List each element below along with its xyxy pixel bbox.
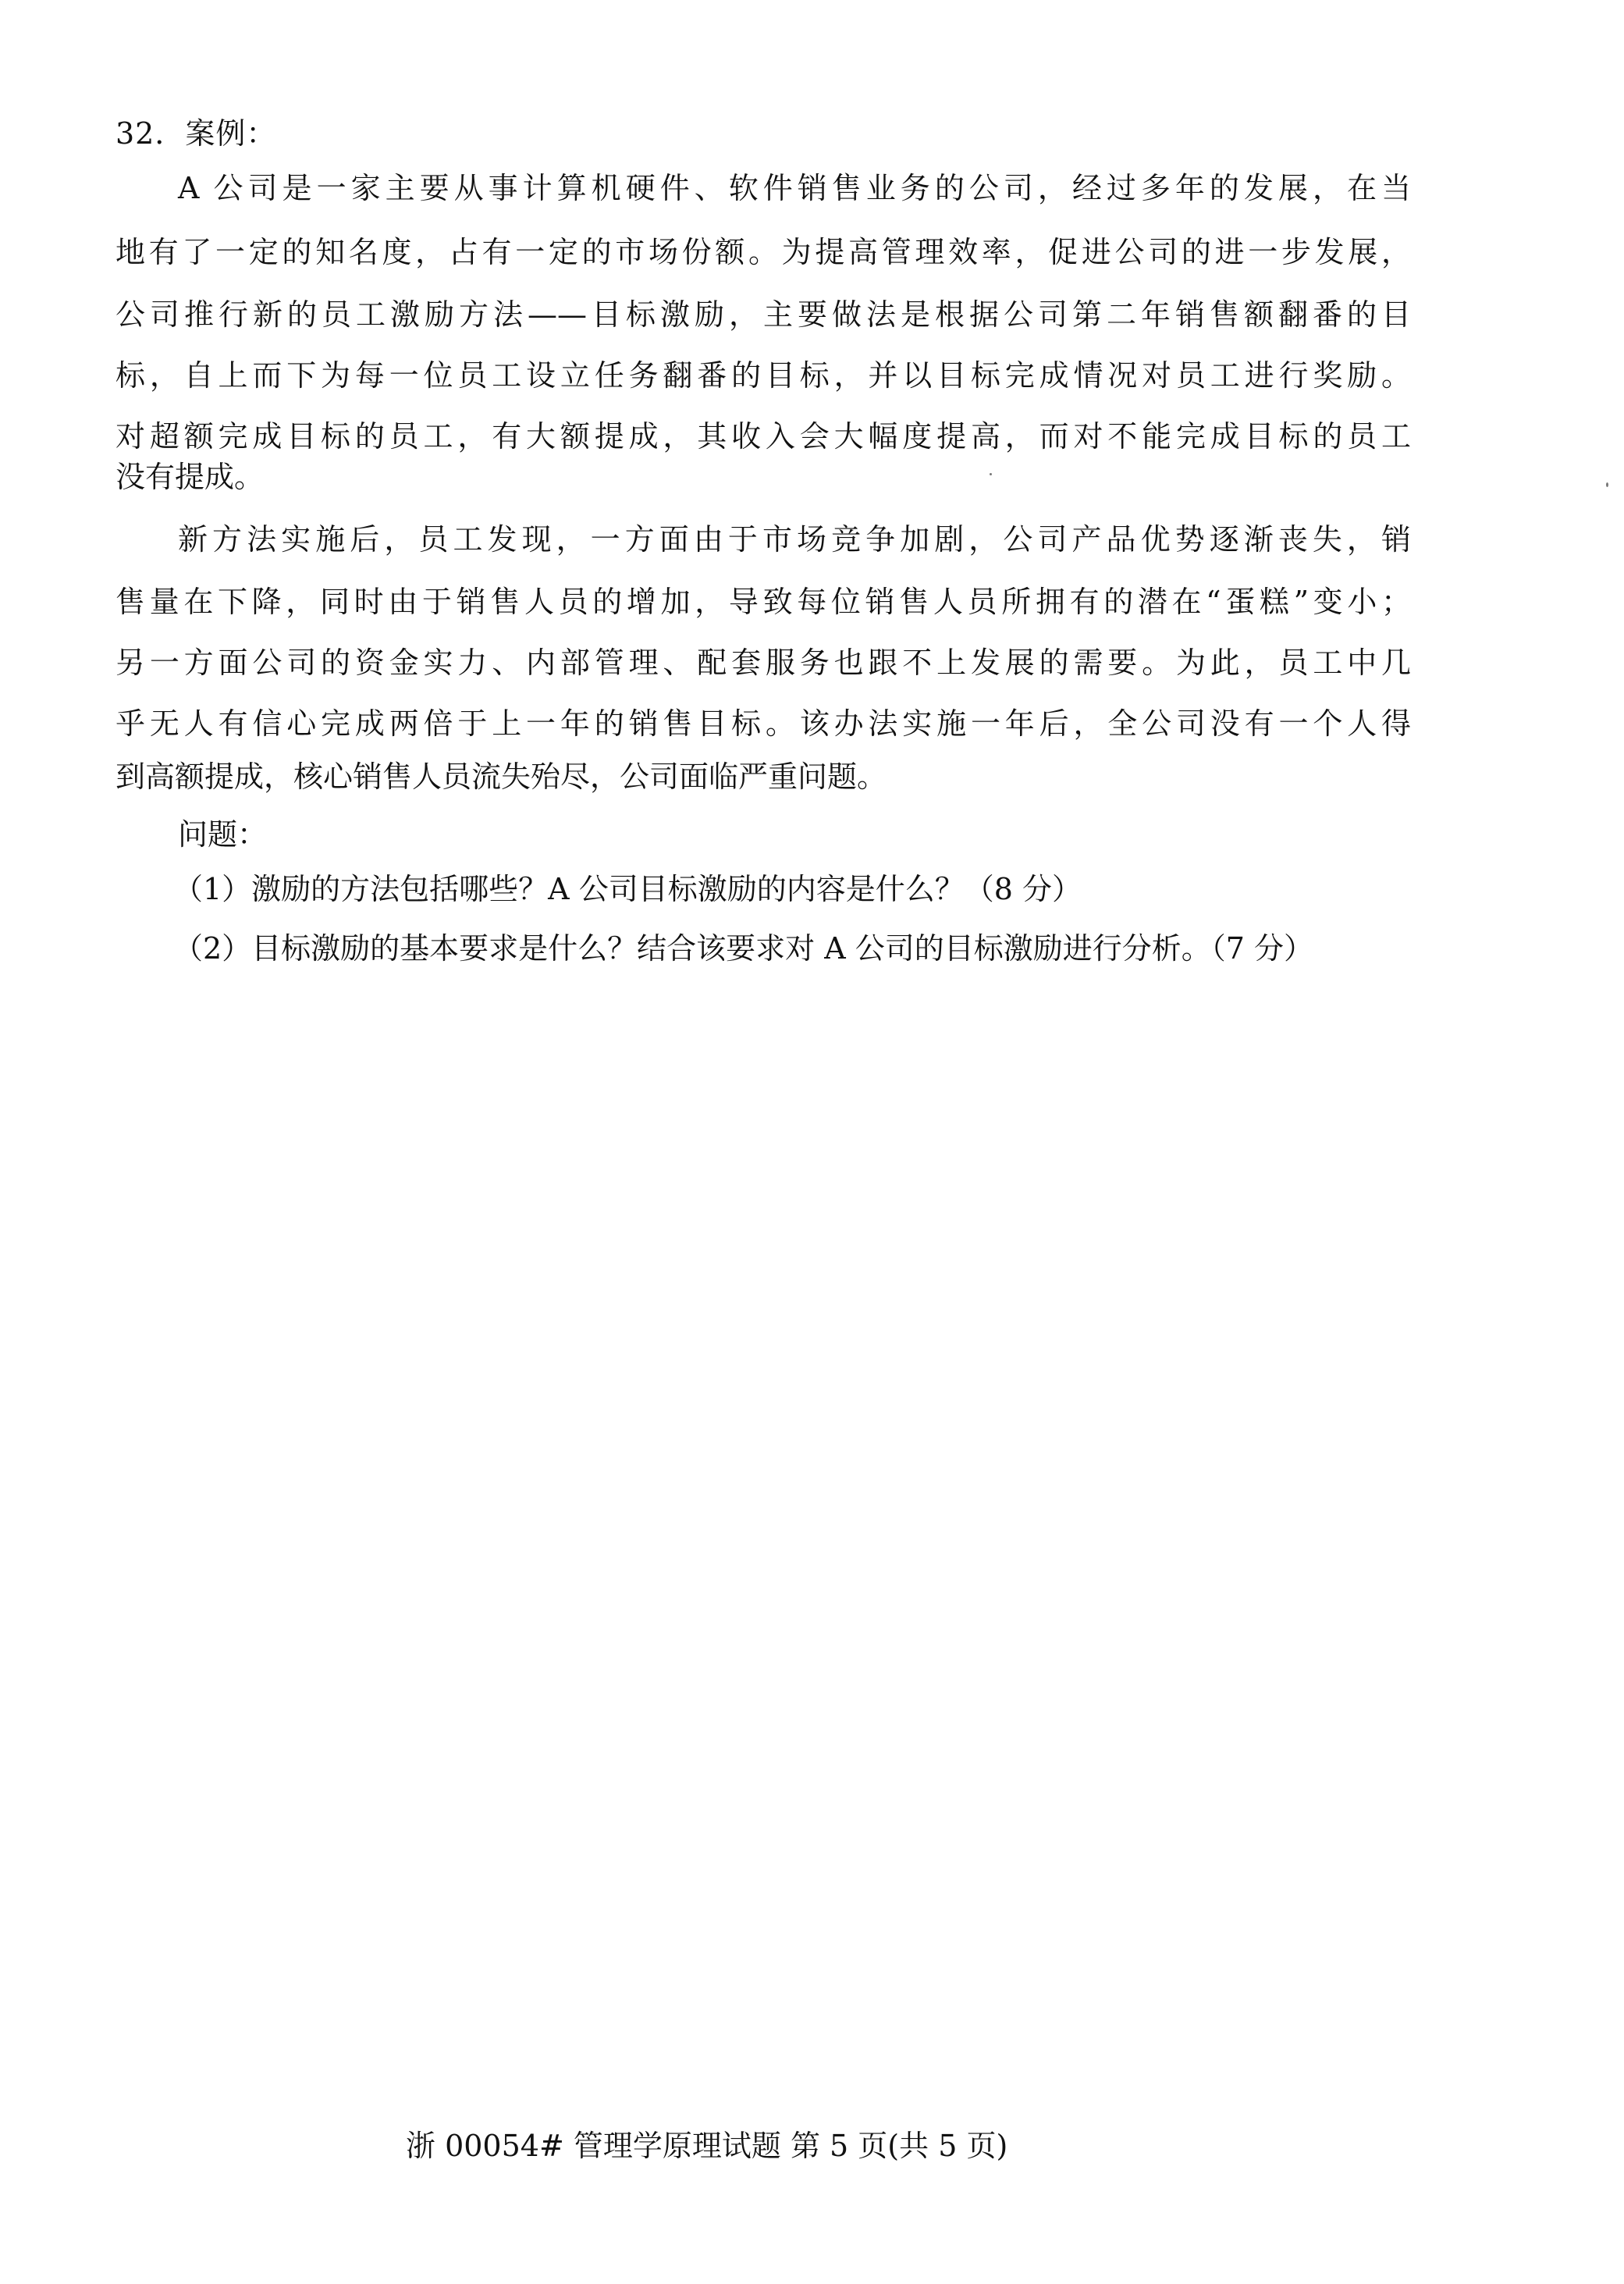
para2-line-5: 到高额提成，核心销售人员流失殆尽，公司面临严重问题。 xyxy=(115,760,887,794)
para1-line-1: A 公司是一家主要从事计算机硬件、软件销售业务的公司，经过多年的发展，在当 xyxy=(178,171,1411,205)
question-item-2: （2）目标激励的基本要求是什么？结合该要求对 A 公司的目标激励进行分析。（7 分） xyxy=(173,931,1314,966)
para1-line-6: 没有提成。 xyxy=(115,460,265,494)
questions-label: 问题： xyxy=(178,817,268,852)
para2-line-2: 售量在下降，同时由于销售人员的增加，导致每位销售人员所拥有的潜在“蛋糕”变小； xyxy=(115,585,1411,619)
question-number: 32．案例： xyxy=(115,116,277,151)
para1-line-5: 对超额完成目标的员工，有大额提成，其收入会大幅度提高，而对不能完成目标的员工 xyxy=(115,419,1411,454)
para1-line-3: 公司推行新的员工激励方法——目标激励，主要做法是根据公司第二年销售额翻番的目 xyxy=(115,297,1411,332)
para2-line-1: 新方法实施后，员工发现，一方面由于市场竞争加剧，公司产品优势逐渐丧失，销 xyxy=(178,522,1411,557)
para2-line-3: 另一方面公司的资金实力、内部管理、配套服务也跟不上发展的需要。为此，员工中几 xyxy=(115,646,1411,680)
scan-speck xyxy=(1606,482,1608,487)
para2-line-4: 乎无人有信心完成两倍于上一年的销售目标。该办法实施一年后，全公司没有一个人得 xyxy=(115,706,1411,741)
page-footer: 浙 00054# 管理学原理试题 第 5 页(共 5 页) xyxy=(406,2129,1008,2163)
para1-line-2: 地有了一定的知名度，占有一定的市场份额。为提高管理效率，促进公司的进一步发展， xyxy=(115,235,1411,269)
scan-speck xyxy=(990,473,992,475)
para1-line-4: 标，自上而下为每一位员工设立任务翻番的目标，并以目标完成情况对员工进行奖励。 xyxy=(115,358,1411,393)
question-item-1: （1）激励的方法包括哪些？A 公司目标激励的内容是什么？（8 分） xyxy=(173,872,1082,906)
